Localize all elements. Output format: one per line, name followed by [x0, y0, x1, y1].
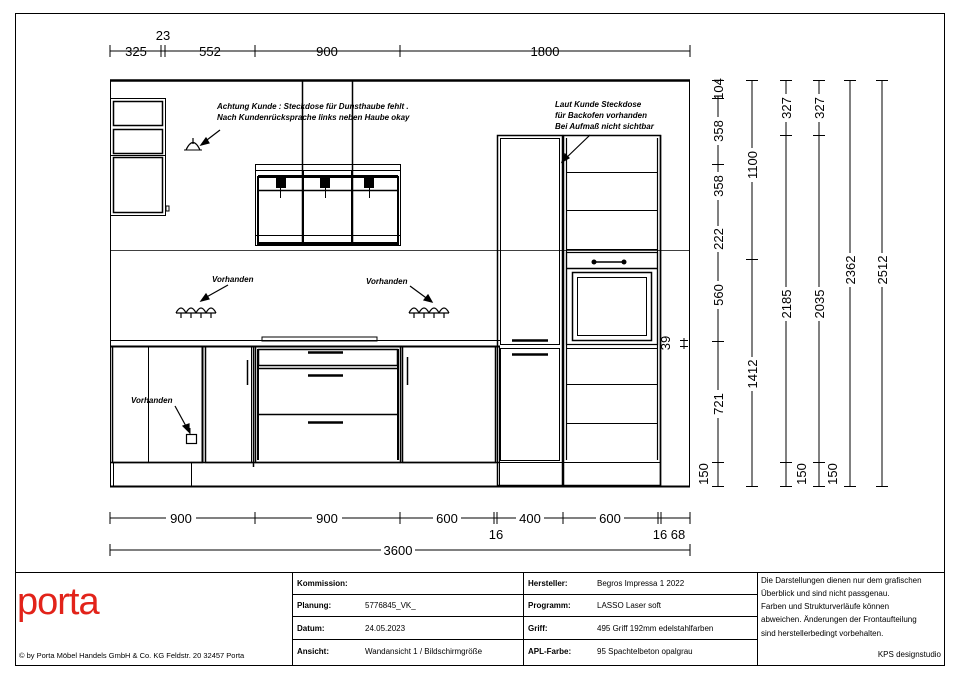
disclaimer-line-4: abweichen. Änderungen der Frontaufteilung [761, 615, 917, 624]
apl-farbe-value: 95 Spachtelbeton opalgrau [597, 647, 693, 656]
dim-top-900: 900 [316, 44, 338, 59]
dim-bottom-16a: 16 [488, 527, 504, 542]
dim-bottom-600b: 600 [599, 511, 621, 526]
porta-logo: porta [17, 581, 99, 623]
kommission-label: Kommission: [297, 579, 348, 588]
dim-right-2035: 2035 [812, 289, 827, 319]
dim-right-104: 104 [711, 78, 726, 100]
datum-label: Datum: [297, 624, 325, 633]
dim-top-23: 23 [155, 28, 171, 43]
dim-right-560: 560 [711, 284, 726, 306]
dim-right-150a: 150 [696, 463, 711, 485]
planung-label: Planung: [297, 601, 332, 610]
dim-right-39: 39 [658, 335, 673, 351]
dim-right-327a: 327 [779, 97, 794, 119]
dim-bottom-3600: 3600 [383, 543, 413, 558]
disclaimer-line-2: Überblick und sind nicht passgenau. [761, 589, 890, 598]
top-dimensions [110, 45, 690, 57]
dim-right-358b: 358 [711, 175, 726, 197]
griff-label: Griff: [528, 624, 548, 633]
dim-right-150b: 150 [794, 463, 809, 485]
dim-bottom-900b: 900 [316, 511, 338, 526]
apl-farbe-label: APL-Farbe: [528, 647, 572, 656]
disclaimer-line-5: sind herstellerbedingt vorbehalten. [761, 629, 884, 638]
dim-right-721: 721 [711, 393, 726, 415]
note-socket-right: Vorhanden [366, 277, 408, 286]
dim-bottom-600a: 600 [436, 511, 458, 526]
kps-brand: KPS designstudio [877, 650, 941, 659]
note-oven-socket-2: für Backofen vorhanden [555, 111, 648, 120]
note-socket-low: Vorhanden [131, 396, 173, 405]
dim-right-327b: 327 [812, 97, 827, 119]
dim-bottom-68: 68 [670, 527, 686, 542]
disclaimer-line-3: Farben und Strukturverläufe können [761, 602, 890, 611]
dim-bottom-900a: 900 [170, 511, 192, 526]
note-hood-socket-2: Nach Kundenrücksprache links neben Haube okay [217, 113, 410, 122]
sheet-frame [16, 14, 945, 666]
note-oven-socket-1: Laut Kunde Steckdose [555, 100, 642, 109]
disclaimer-line-1: Die Darstellungen dienen nur dem grafischen [761, 576, 922, 585]
dim-top-1800: 1800 [530, 44, 560, 59]
dim-top-552: 552 [199, 44, 221, 59]
dim-right-2362: 2362 [843, 255, 858, 285]
note-hood-socket-1: Achtung Kunde : Steckdose für Dunsthaube fehlt . [217, 102, 409, 111]
ansicht-value: Wandansicht 1 / Bildschirmgröße [365, 647, 483, 656]
copyright-text: © by Porta Möbel Handels GmbH & Co. KG Feldstr. 20 32457 Porta [19, 651, 245, 660]
griff-value: 495 Griff 192mm edelstahlfarben [597, 624, 714, 633]
hersteller-value: Begros Impressa 1 2022 [597, 579, 685, 588]
dim-right-2185: 2185 [779, 289, 794, 319]
programm-value: LASSO Laser soft [597, 601, 662, 610]
dim-right-150c: 150 [825, 463, 840, 485]
note-socket-left: Vorhanden [212, 275, 254, 284]
right-dimension-labels [658, 78, 890, 488]
dim-bottom-16b: 16 [652, 527, 668, 542]
dim-bottom-400: 400 [519, 511, 541, 526]
dim-right-1100: 1100 [745, 151, 760, 179]
dim-right-358a: 358 [711, 120, 726, 142]
note-oven-socket-3: Bei Aufmaß nicht sichtbar [555, 122, 654, 131]
ansicht-label: Ansicht: [297, 647, 329, 656]
dim-right-2512: 2512 [875, 255, 890, 285]
dim-top-325: 325 [125, 44, 147, 59]
dim-right-1412: 1412 [745, 359, 760, 389]
planung-value: 5776845_VK_ [365, 601, 416, 610]
datum-value: 24.05.2023 [365, 624, 406, 633]
programm-label: Programm: [528, 601, 571, 610]
hersteller-label: Hersteller: [528, 579, 568, 588]
dim-right-222: 222 [711, 228, 726, 250]
